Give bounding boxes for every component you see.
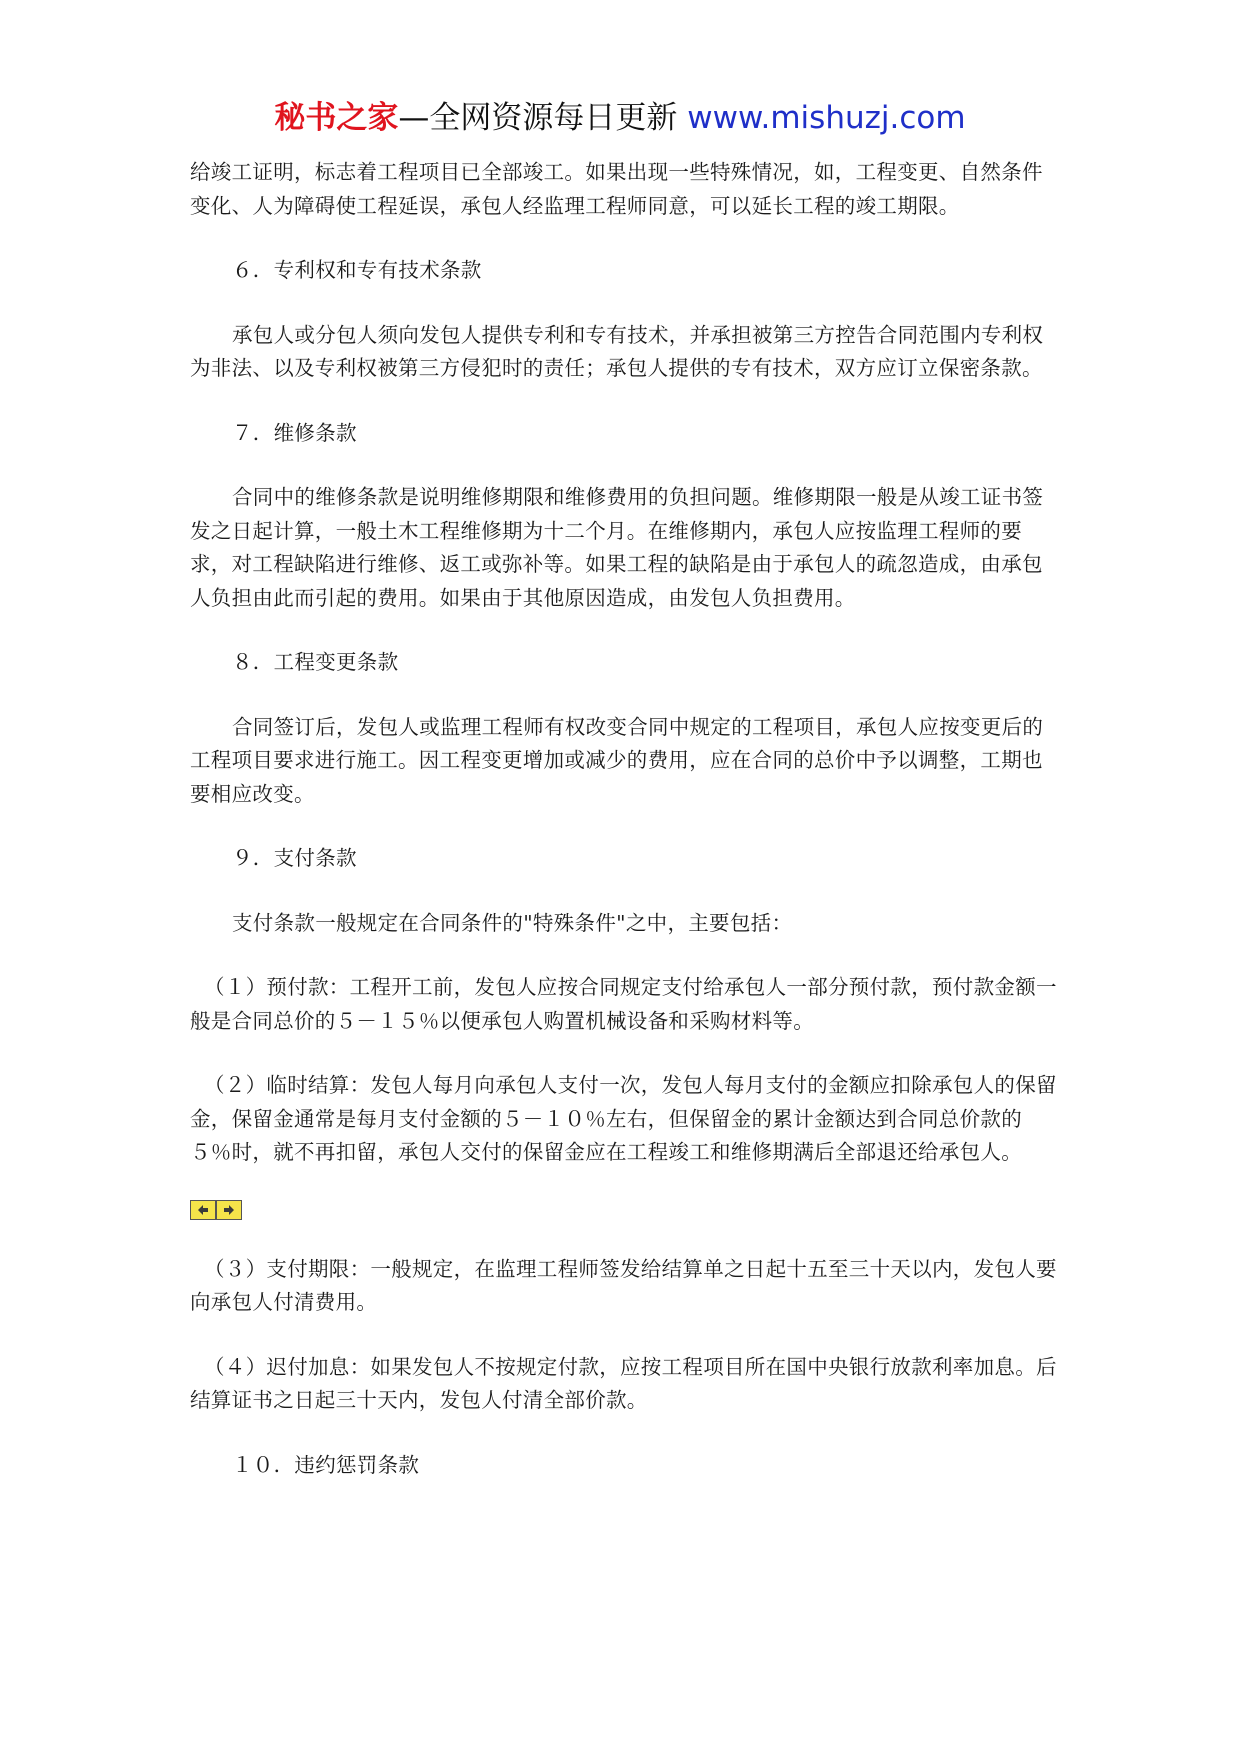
payment-item-4: （４）迟付加息：如果发包人不按规定付款，应按工程项目所在国中央银行放款利率加息。后结算证书之日起三十天内，发包人付清全部价款。: [190, 1354, 1057, 1412]
site-url-link[interactable]: www.mishuzj.com: [687, 100, 966, 136]
payment-item-3: （３）支付期限：一般规定，在监理工程师签发给结算单之日起十五至三十天以内，发包人要向承包人付清费用。: [190, 1256, 1057, 1314]
document-body: [190, 156, 1062, 1482]
next-page-icon[interactable]: [216, 1200, 242, 1220]
prev-page-icon[interactable]: [190, 1200, 216, 1220]
section-7-paragraph: 合同中的维修条款是说明维修期限和维修费用的负担问题。维修期限一般是从竣工证书签发之日起计算，一般土木工程维修期为十二个月。在维修期内，承包人应按监理工程师的要求，对工程缺陷进行维修、返工或弥补等。如果工程的缺陷是由于承包人的疏忽造成，由承包人负担由此而引起的费用。如果由于其他原因造成，由发包人负担费用。: [190, 485, 1044, 610]
prev-arrow-icon: [195, 1203, 211, 1217]
next-arrow-icon: [221, 1203, 237, 1217]
site-slogan: —全网资源每日更新: [398, 100, 688, 136]
section-6-paragraph: 承包人或分包人须向发包人提供专利和专有技术，并承担被第三方控告合同范围内专利权为非法、以及专利权被第三方侵犯时的责任；承包人提供的专有技术，双方应订立保密条款。: [190, 322, 1044, 380]
intro-paragraph: 给竣工证明，标志着工程项目已全部竣工。如果出现一些特殊情况，如，工程变更、自然条件变化、人为障碍使工程延误，承包人经监理工程师同意，可以延长工程的竣工期限。: [190, 160, 1043, 218]
section-9-paragraph: 支付条款一般规定在合同条件的"特殊条件"之中，主要包括：: [232, 910, 793, 935]
site-brand: 秘书之家: [274, 100, 399, 136]
section-7-heading: ７．维修条款: [232, 420, 357, 445]
payment-item-1: （１）预付款：工程开工前，发包人应按合同规定支付给承包人一部分预付款，预付款金额一般是合同总价的５－１５％以便承包人购置机械设备和采购材料等。: [190, 975, 1057, 1033]
page-nav-icons: [190, 1200, 1062, 1222]
section-6-heading: ６．专利权和专有技术条款: [232, 258, 482, 282]
section-9-heading: ９．支付条款: [232, 846, 357, 870]
section-8-paragraph: 合同签订后，发包人或监理工程师有权改变合同中规定的工程项目，承包人应按变更后的工程项目要求进行施工。因工程变更增加或减少的费用，应在合同的总价中予以调整，工期也要相应改变。: [190, 714, 1044, 806]
section-8-heading: ８．工程变更条款: [232, 650, 399, 674]
payment-item-2: （２）临时结算：发包人每月向承包人支付一次，发包人每月支付的金额应扣除承包人的保留金，保留金通常是每月支付金额的５－１０％左右，但保留金的累计金额达到合同总价款的５％时，就不再扣留，承包人交付的保留金应在工程竣工和维修期满后全部退还给承包人。: [190, 1073, 1057, 1164]
section-10-heading: １０．违约惩罚条款: [232, 1452, 420, 1477]
site-header: [0, 98, 1240, 138]
